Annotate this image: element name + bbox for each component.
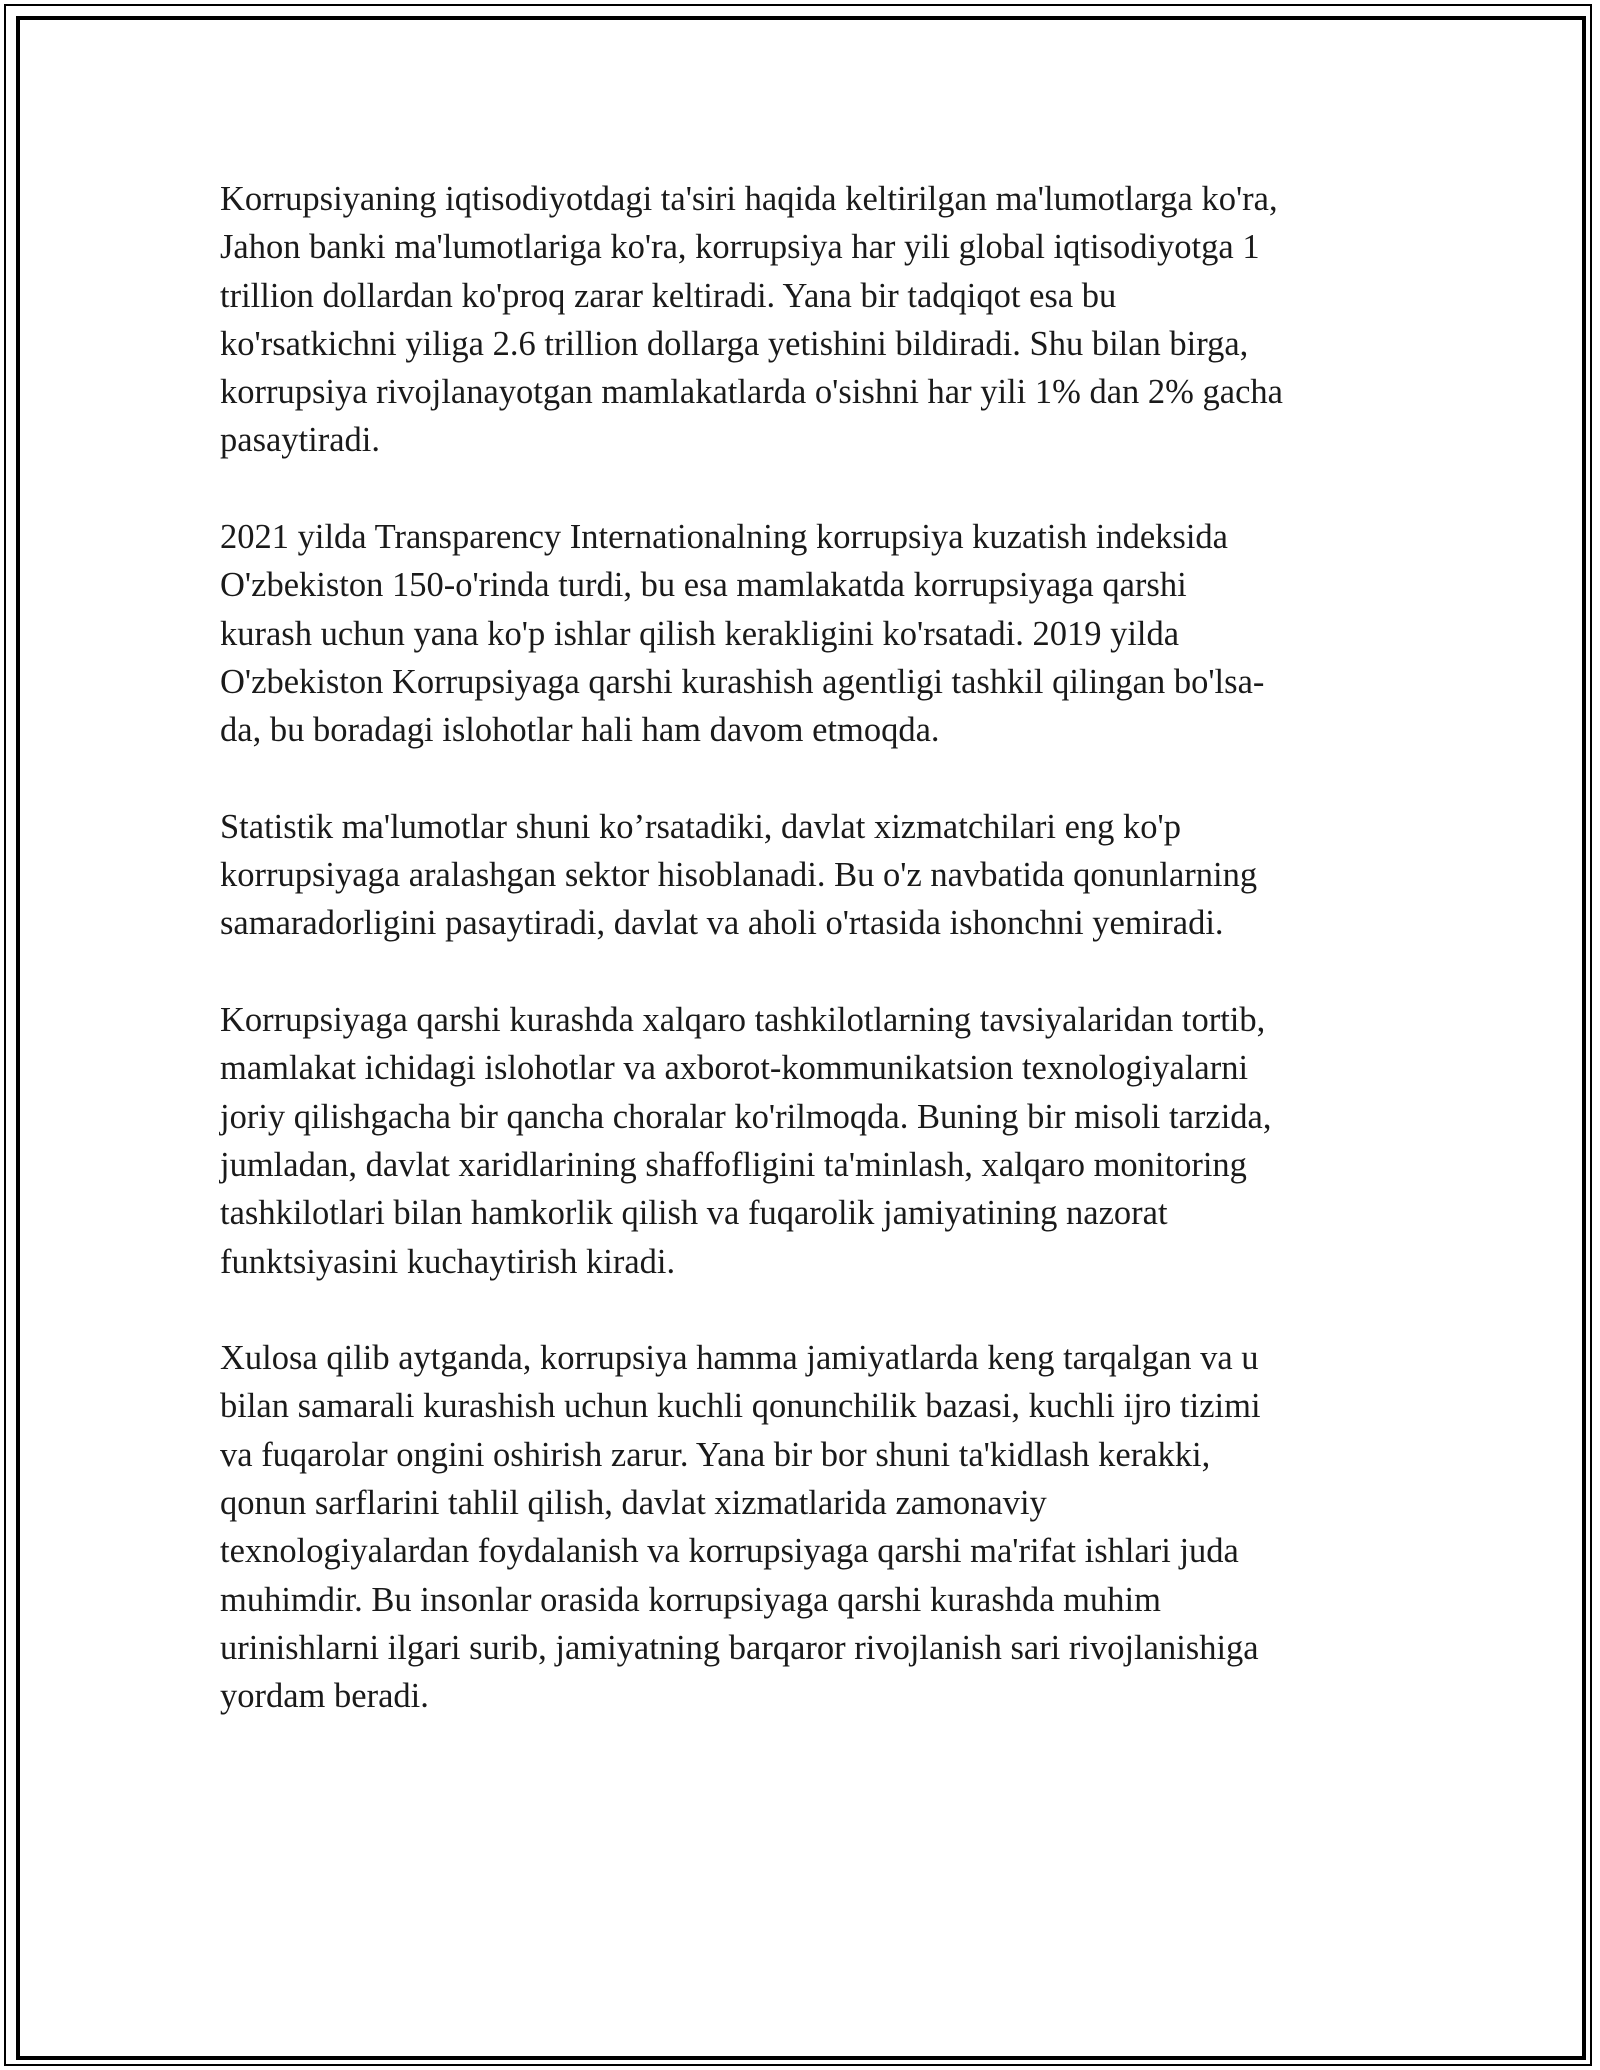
text-line: Statistik ma'lumotlar shuni ko’rsatadiki, davlat xizmatchilari eng ko'p: [220, 807, 1181, 846]
text-line: Korrupsiyaga qarshi kurashda xalqaro tashkilotlarning tavsiyalaridan tortib,: [220, 1001, 1266, 1040]
paragraph-conclusion: [220, 1334, 1370, 1720]
text-line: joriy qilishgacha bir qancha choralar ko'rilmoqda. Buning bir misoli tarzida,: [220, 1097, 1272, 1136]
text-line: 2021 yilda Transparency Internationalning korrupsiya kuzatish indeksida: [220, 518, 1228, 557]
text-line: pasaytiradi.: [220, 421, 380, 460]
text-line: da, bu boradagi islohotlar hali ham davom etmoqda.: [220, 711, 940, 750]
text-line: tashkilotlari bilan hamkorlik qilish va fuqarolik jamiyatining nazorat: [220, 1194, 1168, 1233]
paragraph-statistics: [220, 803, 1370, 948]
text-line: korrupsiya rivojlanayotgan mamlakatlarda o'sishni har yili 1% dan 2% gacha: [220, 373, 1283, 412]
text-line: O'zbekiston Korrupsiyaga qarshi kurashish agentligi tashkil qilingan bo'lsa-: [220, 662, 1265, 701]
text-line: jumladan, davlat xaridlarining shaffofligini ta'minlash, xalqaro monitoring: [220, 1145, 1247, 1184]
text-line: yordam beradi.: [220, 1677, 429, 1716]
text-line: kurash uchun yana ko'p ishlar qilish kerakligini ko'rsatadi. 2019 yilda: [220, 614, 1180, 653]
text-line: Xulosa qilib aytganda, korrupsiya hamma jamiyatlarda keng tarqalgan va u: [220, 1339, 1259, 1378]
text-line: Jahon banki ma'lumotlariga ko'ra, korrupsiya har yili global iqtisodiyotga 1: [220, 228, 1260, 267]
text-line: O'zbekiston 150-o'rinda turdi, bu esa mamlakatda korrupsiyaga qarshi: [220, 566, 1187, 605]
text-line: korrupsiyaga aralashgan sektor hisoblanadi. Bu o'z navbatida qonunlarning: [220, 856, 1258, 895]
paragraph-measures: [220, 996, 1370, 1286]
text-line: samaradorligini pasaytiradi, davlat va aholi o'rtasida ishonchni yemiradi.: [220, 904, 1224, 943]
text-line: muhimdir. Bu insonlar orasida korrupsiyaga qarshi kurashda muhim: [220, 1580, 1161, 1619]
text-line: Korrupsiyaning iqtisodiyotdagi ta'siri haqida keltirilgan ma'lumotlarga ko'ra,: [220, 180, 1278, 218]
paragraph-index-ranking: [220, 513, 1370, 754]
text-line: urinishlarni ilgari surib, jamiyatning barqaror rivojlanish sari rivojlanishiga: [220, 1628, 1259, 1667]
paragraph-economic-impact: [220, 175, 1370, 465]
document-body: [220, 175, 1370, 1769]
text-line: ko'rsatkichni yiliga 2.6 trillion dollarga yetishini bildiradi. Shu bilan birga,: [220, 324, 1249, 363]
text-line: qonun sarflarini tahlil qilish, davlat xizmatlarida zamonaviy: [220, 1484, 1047, 1523]
text-line: funktsiyasini kuchaytirish kiradi.: [220, 1242, 676, 1281]
text-line: trillion dollardan ko'proq zarar keltiradi. Yana bir tadqiqot esa bu: [220, 276, 1117, 315]
text-line: bilan samarali kurashish uchun kuchli qonunchilik bazasi, kuchli ijro tizimi: [220, 1387, 1261, 1426]
text-line: texnologiyalardan foydalanish va korrupsiyaga qarshi ma'rifat ishlari juda: [220, 1532, 1239, 1571]
text-line: mamlakat ichidagi islohotlar va axborot-kommunikatsion texnologiyalarni: [220, 1049, 1249, 1088]
text-line: va fuqarolar ongini oshirish zarur. Yana bir bor shuni ta'kidlash kerakki,: [220, 1435, 1211, 1474]
